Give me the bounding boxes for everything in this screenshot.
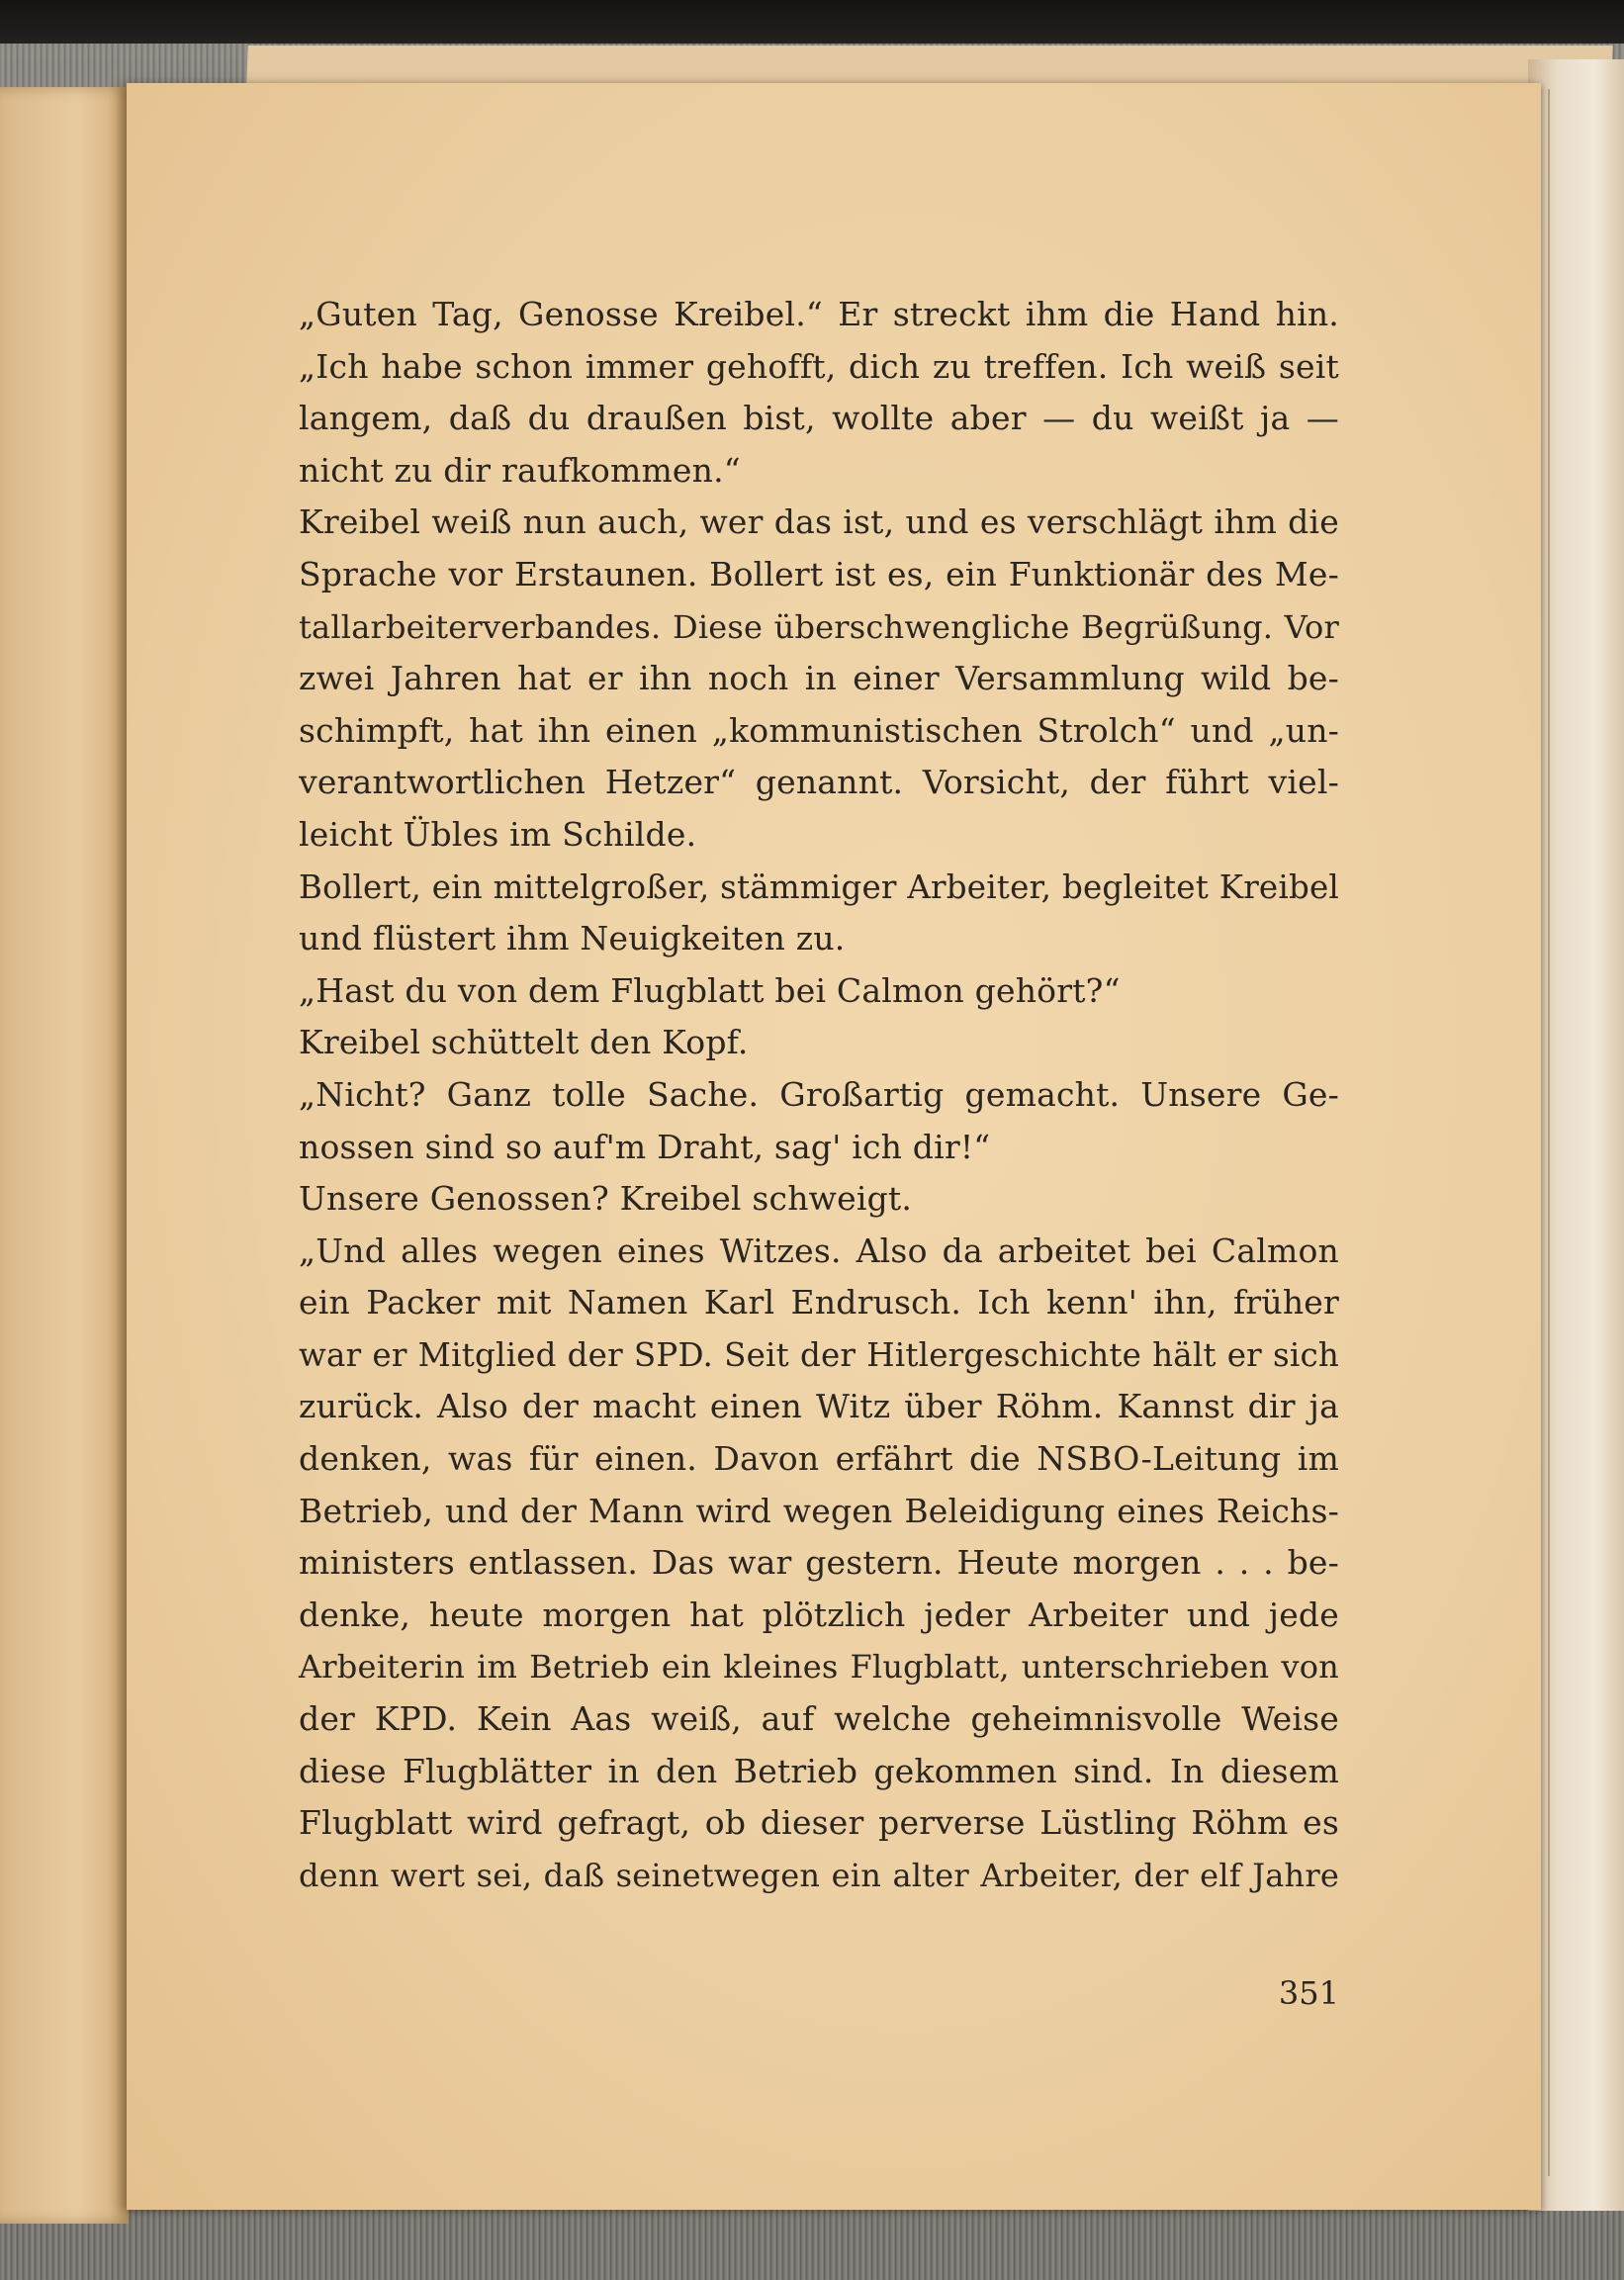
text-line: Kreibel weiß nun auch, wer das ist, und es verschlägt ihm die bbox=[299, 502, 1339, 542]
text-line: schimpft, hat ihn einen „kommunistischen Strolch“ und „un- bbox=[299, 710, 1339, 750]
text-line: und flüstert ihm Neuigkeiten zu. bbox=[299, 919, 846, 958]
text-line: verantwortlichen Hetzer“ genannt. Vorsicht, der führt viel- bbox=[299, 763, 1339, 802]
text-line: Unsere Genossen? Kreibel schweigt. bbox=[299, 1179, 913, 1219]
text-line: Bollert, ein mittelgroßer, stämmiger Arbeiter, begleitet Kreibel bbox=[299, 867, 1339, 906]
text-line: leicht Übles im Schilde. bbox=[299, 814, 697, 854]
text-line: „Nicht? Ganz tolle Sache. Großartig gemacht. Unsere Ge- bbox=[299, 1074, 1339, 1114]
text-line: denken, was für einen. Davon erfährt die NSBO-Leitung im bbox=[299, 1439, 1339, 1479]
text-line: denn wert sei, daß seinetwegen ein alter Arbeiter, der elf Jahre bbox=[299, 1856, 1339, 1894]
text-line: der KPD. Kein Aas weiß, auf welche geheimnisvolle Weise bbox=[299, 1699, 1339, 1739]
text-line: Flugblatt wird gefragt, ob dieser perverse Lüstling Röhm es bbox=[299, 1803, 1339, 1843]
page-text bbox=[299, 289, 1339, 1901]
text-line: Kreibel schüttelt den Kopf. bbox=[299, 1023, 749, 1062]
text-line: nicht zu dir raufkommen.“ bbox=[299, 450, 741, 490]
text-line: „Und alles wegen eines Witzes. Also da arbeitet bei Calmon bbox=[299, 1231, 1339, 1270]
text-line: „Ich habe schon immer gehofft, dich zu treffen. Ich weiß seit bbox=[299, 346, 1339, 386]
text-line: diese Flugblätter in den Betrieb gekommen sind. In diesem bbox=[299, 1751, 1339, 1790]
text-line: langem, daß du draußen bist, wollte aber — du weißt ja — bbox=[299, 399, 1339, 438]
text-line: zwei Jahren hat er ihn noch in einer Versammlung wild be- bbox=[299, 659, 1339, 698]
cover-edge bbox=[246, 46, 1612, 85]
text-line: tallarbeiterverbandes. Diese überschwengliche Begrüßung. Vor bbox=[299, 607, 1339, 646]
text-line: nossen sind so auf'm Draht, sag' ich dir!“ bbox=[299, 1127, 991, 1166]
page-number: 351 bbox=[1278, 1974, 1339, 2012]
text-line: Sprache vor Erstaunen. Bollert ist es, ein Funktionär des Me- bbox=[299, 554, 1339, 593]
text-line: ministers entlassen. Das war gestern. Heute morgen . . . be- bbox=[299, 1543, 1339, 1583]
left-facing-page bbox=[0, 87, 129, 2224]
text-line: war er Mitglied der SPD. Seit der Hitlergeschichte hält er sich bbox=[299, 1335, 1339, 1374]
cloth-binding-bottom bbox=[0, 2201, 1624, 2280]
text-line: denke, heute morgen hat plötzlich jeder Arbeiter und jede bbox=[299, 1595, 1339, 1634]
page-stack-line bbox=[1548, 89, 1550, 2176]
text-line: ein Packer mit Namen Karl Endrusch. Ich kenn' ihn, früher bbox=[299, 1283, 1339, 1322]
page-stack-edge bbox=[1528, 59, 1624, 2211]
text-line: „Guten Tag, Genosse Kreibel.“ Er streckt ihm die Hand hin. bbox=[299, 295, 1339, 333]
text-line: Betrieb, und der Mann wird wegen Beleidigung eines Reichs- bbox=[299, 1491, 1339, 1530]
text-line: Arbeiterin im Betrieb ein kleines Flugblatt, unterschrieben von bbox=[299, 1648, 1339, 1687]
text-line: „Hast du von dem Flugblatt bei Calmon gehört?“ bbox=[299, 970, 1121, 1010]
text-line: zurück. Also der macht einen Witz über Röhm. Kannst dir ja bbox=[299, 1387, 1339, 1426]
